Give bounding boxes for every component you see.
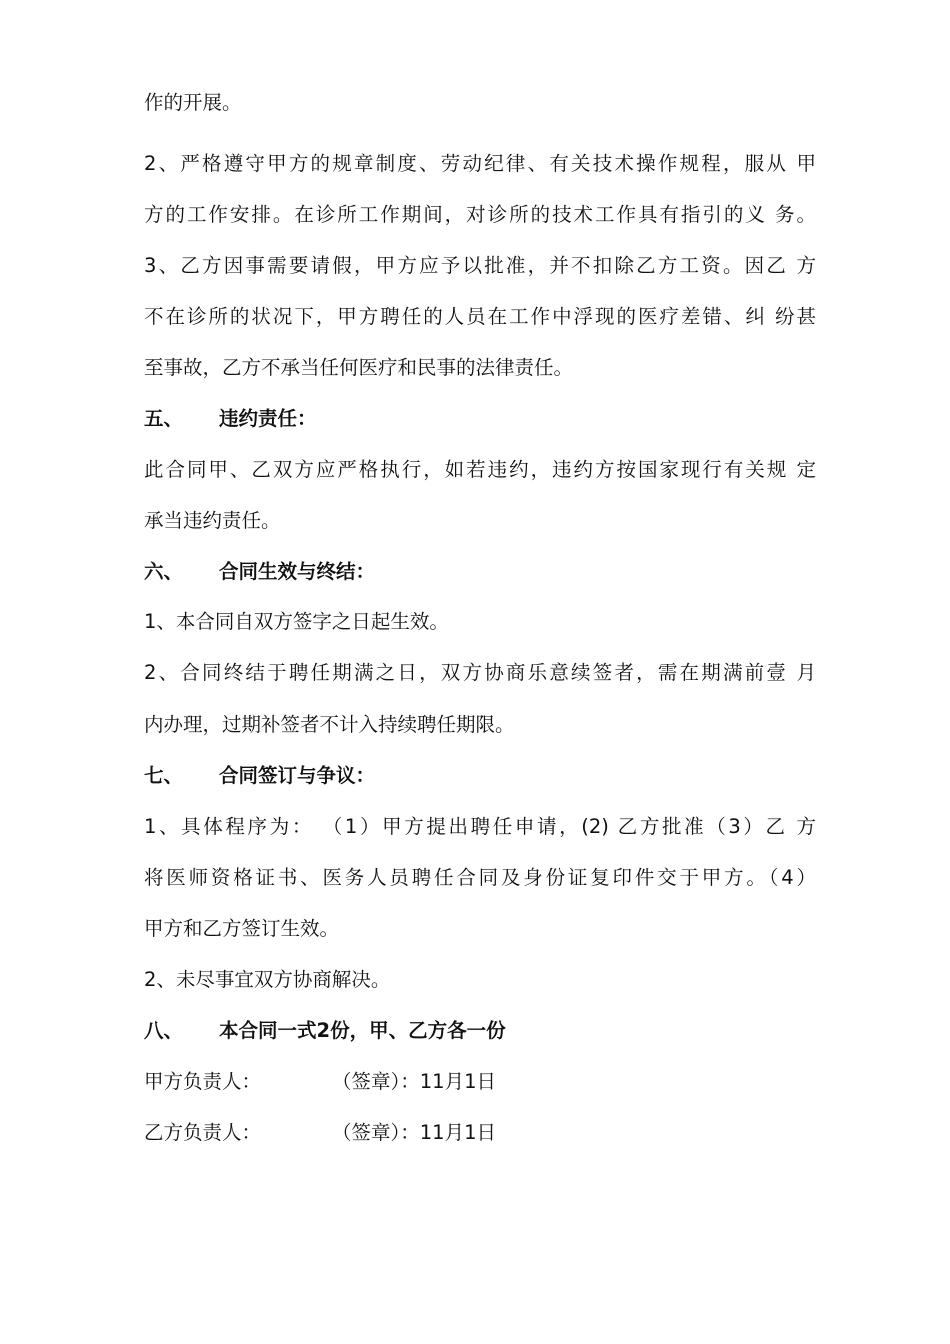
signature-label: 甲方负责人：	[144, 1070, 262, 1093]
section-number: 八、	[144, 1019, 184, 1042]
section-heading	[144, 406, 317, 432]
paragraph-line: 2、合同终结于聘任期满之日，双方协商乐意续签者，需在期满前壹 月	[144, 661, 816, 684]
paragraph-line: 作的开展。	[144, 91, 242, 114]
section-number: 五、	[144, 407, 184, 430]
paragraph-line: 2、严格遵守甲方的规章制度、劳动纪律、有关技术操作规程，服从 甲	[144, 152, 816, 175]
paragraph-line: 方的工作安排。在诊所工作期间，对诊所的技术工作具有指引的义 务。	[144, 203, 816, 226]
paragraph-line: 1、本合同自双方签字之日起生效。	[144, 610, 449, 633]
signature-line	[144, 1069, 496, 1095]
paragraph-line: 不在诊所的状况下，甲方聘任的人员在工作中浮现的医疗差错、纠 纷甚	[144, 305, 816, 328]
section-heading	[144, 559, 375, 585]
signature-label: 乙方负责人：	[144, 1121, 262, 1144]
paragraph-line: 此合同甲、乙双方应严格执行，如若违约，违约方按国家现行有关规 定	[144, 458, 816, 481]
paragraph-line: 3、乙方因事需要请假，甲方应予以批准，并不扣除乙方工资。因乙 方	[144, 254, 816, 277]
section-number: 六、	[144, 560, 184, 583]
paragraph-line: 至事故，乙方不承当任何医疗和民事的法律责任。	[144, 356, 574, 379]
paragraph-line: 将医师资格证书、医务人员聘任合同及身份证复印件交于甲方。（4）	[144, 866, 816, 889]
paragraph-line: 承当违约责任。	[144, 509, 281, 532]
paragraph-line: 内办理，过期补签者不计入持续聘任期限。	[144, 713, 515, 736]
section-heading	[144, 763, 375, 789]
signature-value: （签章）：11月1日	[332, 1070, 496, 1093]
signature-value: （签章）：11月1日	[332, 1121, 496, 1144]
paragraph-line: 2、未尽事宜双方协商解决。	[144, 968, 391, 991]
section-title: 违约责任：	[219, 407, 317, 430]
paragraph-line: 1、具体程序为： （1）甲方提出聘任申请，(2) 乙方批准（3）乙 方	[144, 815, 816, 838]
paragraph-line: 甲方和乙方签订生效。	[144, 917, 340, 940]
section-number: 七、	[144, 764, 184, 787]
section-heading	[144, 1018, 506, 1044]
signature-line	[144, 1120, 496, 1146]
section-title: 合同签订与争议：	[219, 764, 376, 787]
section-title: 合同生效与终结：	[219, 560, 376, 583]
section-title: 本合同一式2份，甲、乙方各一份	[219, 1019, 506, 1042]
